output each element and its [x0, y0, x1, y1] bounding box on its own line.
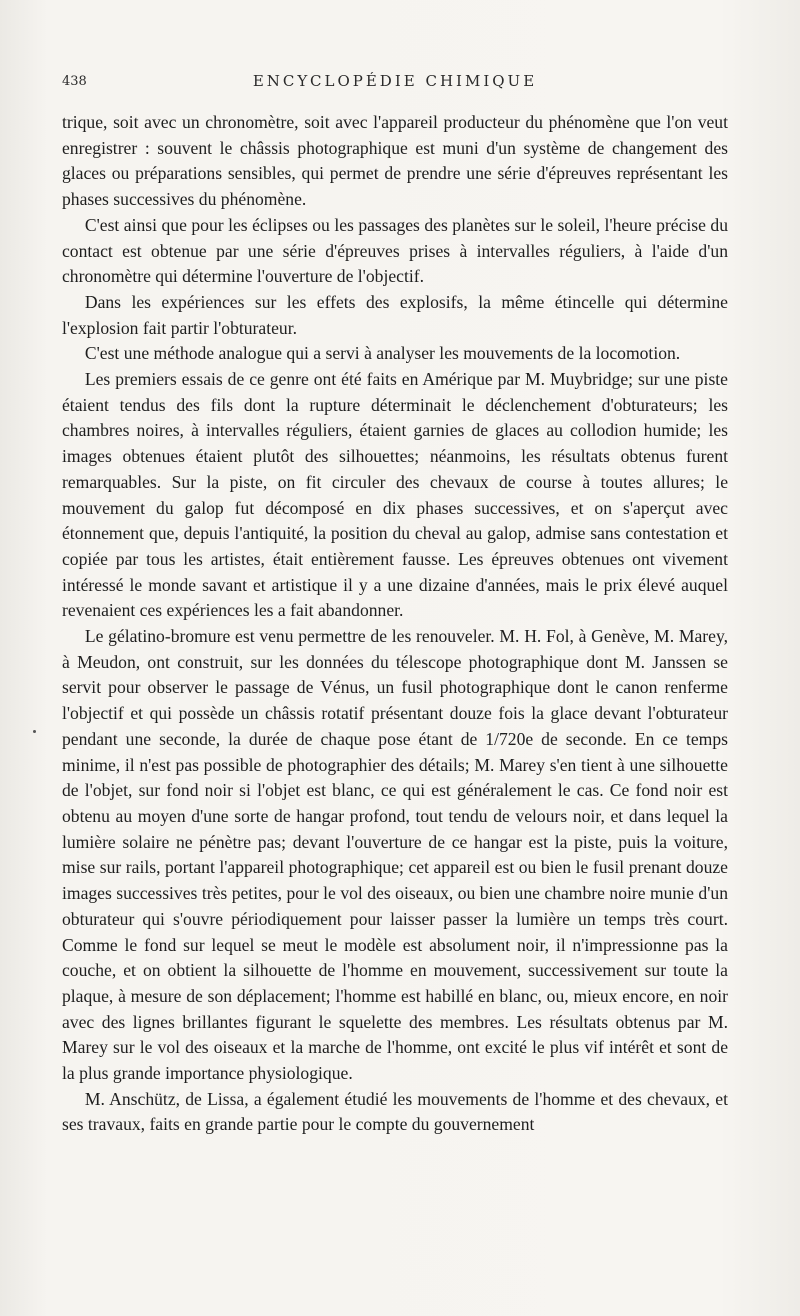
- body-text: [62, 110, 728, 1138]
- paragraph-gelatino-bromure: Le gélatino-bromure est venu permettre de les renouveler. M. H. Fol, à Genève, M. Marey, à Meudon, ont construit, sur les données du télescope photographique dont M. Janssen se servit pour observer le passage de Vénus, un fusil photographique dont le canon renferme l'objectif et qui possède un châssis rotatif présentant douze fois la glace devant l'obturateur pendant une seconde, la durée de chaque pose étant de 1/720e de seconde. En ce temps minime, il n'est pas possible de photographier des détails; M. Marey s'en tient à une silhouette de l'objet, sur fond noir si l'objet est blanc, ce qui est généralement le cas. Ce fond noir est obtenu au moyen d'une sorte de hangar profond, tout tendu de velours noir, et dans lequel la lumière solaire ne pénètre pas; devant l'ouverture de ce hangar est la piste, puis la voiture, mise sur rails, portant l'appareil photographique; cet appareil est ou bien le fusil prenant douze images successives très petites, pour le vol des oiseaux, ou bien une chambre noire munie d'un obturateur qui s'ouvre périodiquement pour laisser passer la lumière un temps très court. Comme le fond sur lequel se meut le modèle est absolument noir, il n'impressionne pas la couche, et on obtient la silhouette de l'homme en mouvement, successivement sur toute la plaque, à mesure de son déplacement; l'homme est habillé en blanc, ou, mieux encore, en noir avec des lignes brillantes figurant le squelette des membres. Les résultats obtenus par M. Marey sur le vol des oiseaux et la marche de l'homme, ont excité le plus vif intérêt et sont de la plus grande importance physiologique.: [62, 626, 728, 1084]
- running-title: ENCYCLOPÉDIE CHIMIQUE: [252, 72, 538, 90]
- paragraph-muybridge: Les premiers essais de ce genre ont été faits en Amérique par M. Muybridge; sur une piste étaient tendus des fils dont la rupture déterminait le déclenchement d'obturateurs; les chambres noires, à intervalles réguliers, étaient garnies de glaces au collodion humide; les images obtenues étaient plutôt des silhouettes; néanmoins, les résultats obtenus furent remarquables. Sur la piste, on fit circuler des chevaux de course à toutes allures; le mouvement du galop fut décomposé en dix phases successives, et on s'aperçut avec étonnement que, depuis l'antiquité, la position du cheval au galop, admise sans contestation et copiée par tous les artistes, était entièrement fausse. Les épreuves obtenues ont vivement intéressé le monde savant et artistique il y a une dizaine d'années, mais le prix élevé auquel revenaient ces expériences les a fait abandonner.: [62, 369, 728, 621]
- page-number: 438: [62, 74, 87, 89]
- paragraph-explosifs: Dans les expériences sur les effets des explosifs, la même étincelle qui détermine l'explosion fait partir l'obturateur.: [62, 291, 728, 338]
- margin-speck: [33, 730, 36, 733]
- paragraph-anschutz: M. Anschütz, de Lissa, a également étudié les mouvements de l'homme et des chevaux, et ses travaux, faits en grande partie pour le compte du gouvernement: [62, 1088, 728, 1135]
- paragraph-continuation: trique, soit avec un chronomètre, soit avec l'appareil producteur du phénomène que l'on veut enregistrer : souvent le châssis photographique est muni d'un système de changement des glaces ou préparations sensibles, qui permet de prendre une série d'épreuves représentant les phases successives du phénomène.: [62, 112, 728, 210]
- paragraph-locomotion: C'est une méthode analogue qui a servi à analyser les mouvements de la locomotion.: [84, 343, 681, 364]
- paragraph-eclipses: C'est ainsi que pour les éclipses ou les passages des planètes sur le soleil, l'heure précise du contact est obtenue par une série d'épreuves prises à intervalles réguliers, à l'aide d'un chronomètre qui détermine l'ouverture de l'objectif.: [62, 214, 728, 287]
- page-header: [62, 72, 728, 94]
